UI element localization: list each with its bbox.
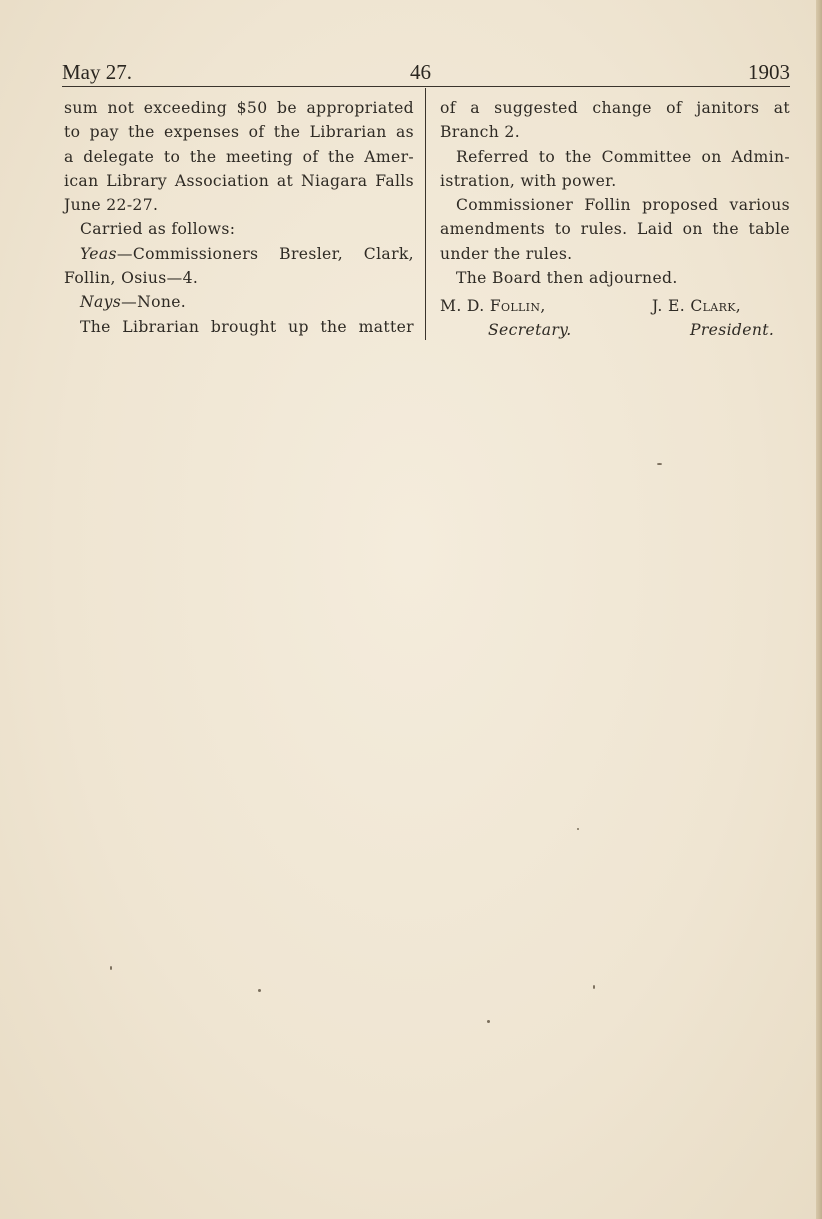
right-column [440, 96, 790, 290]
librarian-line: The Librarian brought up the matter [80, 317, 414, 336]
paper-speck [487, 1020, 490, 1023]
adjourned-line: The Board then adjourned. [456, 269, 678, 288]
yeas-line [64, 242, 414, 266]
paper-speck [110, 966, 112, 970]
page-edge [816, 0, 822, 1219]
page-header [62, 60, 790, 88]
header-year: 1903 [748, 60, 790, 84]
header-date: May 27. [62, 60, 132, 84]
president-title: President. [690, 321, 775, 339]
paper-speck [593, 985, 595, 989]
text-line: ican Library Association at Niagara Falls [64, 171, 414, 190]
paper-speck [577, 828, 579, 830]
text-line: istration, with power. [440, 171, 617, 190]
header-rule [62, 86, 790, 87]
nays-text: —None. [121, 293, 187, 312]
yeas-text: —Commissioners Bresler, Clark, [116, 244, 414, 263]
nays-line [64, 290, 414, 314]
text-line: amendments to rules. Laid on the table [440, 220, 790, 239]
header-page-number: 46 [410, 60, 431, 84]
text-line: of a suggested change of janitors at [440, 99, 790, 117]
paper-speck [258, 989, 261, 992]
paper-speck [657, 463, 662, 465]
text-line: under the rules. [440, 244, 573, 263]
nays-label: Nays [80, 293, 122, 312]
yeas-line-2: Follin, Osius—4. [64, 269, 199, 288]
text-line: sum not exceeding $50 be appropriated [64, 99, 414, 117]
text-line: a delegate to the meeting of the Amer- [64, 147, 414, 166]
text-line: June 22-27. [64, 196, 159, 215]
left-column [64, 96, 414, 339]
secretary-name: M. D. Follin, [440, 297, 546, 315]
text-line: Branch 2. [440, 123, 521, 142]
carried-line: Carried as follows: [80, 220, 236, 239]
president-name: J. E. Clark, [652, 297, 742, 315]
column-divider [425, 88, 426, 340]
secretary-title: Secretary. [488, 321, 572, 339]
text-line: to pay the expenses of the Librarian as [64, 123, 414, 142]
yeas-label: Yeas [80, 244, 117, 263]
text-line: Referred to the Committee on Admin- [456, 147, 790, 166]
text-line: Commissioner Follin proposed various [456, 196, 790, 215]
